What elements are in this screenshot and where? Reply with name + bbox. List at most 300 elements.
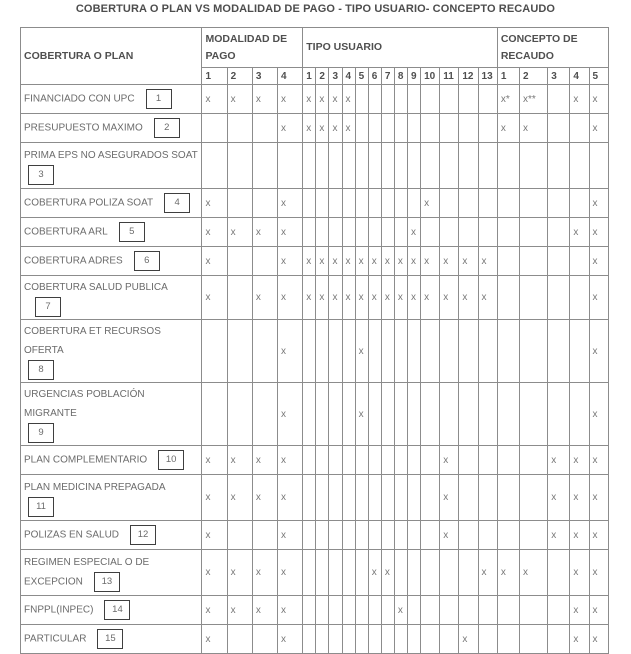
cell-tipo-12 <box>459 446 478 475</box>
column-header-cobertura-o-plan: COBERTURA O PLAN <box>21 28 202 85</box>
cell-tipo-3 <box>329 550 342 596</box>
cell-tipo-2 <box>316 143 329 189</box>
cell-concepto-4: x <box>570 475 589 521</box>
row-number-box: 12 <box>130 525 156 545</box>
cell-tipo-6 <box>368 189 381 218</box>
cell-tipo-9 <box>408 189 421 218</box>
page-title: COBERTURA O PLAN VS MODALIDAD DE PAGO - TIPO USUARIO- CONCEPTO RECAUDO <box>75 3 556 15</box>
cell-tipo-4 <box>342 320 355 383</box>
cell-tipo-5 <box>355 475 368 521</box>
table-row <box>21 446 609 475</box>
cell-concepto-2 <box>520 218 548 247</box>
cell-concepto-1 <box>497 521 519 550</box>
cell-modalidad-1 <box>202 320 227 383</box>
row-label <box>21 276 202 320</box>
row-label <box>21 446 202 475</box>
table-row <box>21 521 609 550</box>
cell-modalidad-2 <box>227 114 252 143</box>
cell-tipo-1 <box>303 446 316 475</box>
cell-concepto-1 <box>497 143 519 189</box>
cell-concepto-2 <box>520 446 548 475</box>
cell-modalidad-4: x <box>278 276 303 320</box>
cell-modalidad-1 <box>202 114 227 143</box>
cell-tipo-6 <box>368 114 381 143</box>
cell-tipo-5 <box>355 85 368 114</box>
cell-tipo-7 <box>381 143 394 189</box>
cell-concepto-1: x <box>497 114 519 143</box>
row-number-box: 6 <box>134 251 160 271</box>
cell-tipo-13 <box>478 218 497 247</box>
cell-modalidad-4: x <box>278 247 303 276</box>
row-label-text: POLIZAS EN SALUD <box>24 529 120 541</box>
cell-concepto-5: x <box>589 276 608 320</box>
cell-concepto-4 <box>570 189 589 218</box>
row-label-text: COBERTURA SALUD PUBLICA <box>24 282 168 293</box>
table-row <box>21 550 609 596</box>
row-label-text: PLAN COMPLEMENTARIO <box>24 454 148 466</box>
cell-modalidad-2: x <box>227 550 252 596</box>
group-header-0: MODALIDAD DE PAGO <box>202 28 303 68</box>
cell-tipo-13: x <box>478 247 497 276</box>
cell-modalidad-1: x <box>202 85 227 114</box>
cell-concepto-2: x** <box>520 85 548 114</box>
cell-modalidad-2: x <box>227 218 252 247</box>
cell-tipo-11 <box>440 143 459 189</box>
cell-tipo-2 <box>316 218 329 247</box>
cell-modalidad-2 <box>227 625 252 654</box>
cell-modalidad-3 <box>252 189 277 218</box>
cell-concepto-3 <box>548 143 570 189</box>
cell-tipo-11 <box>440 596 459 625</box>
cell-concepto-4: x <box>570 596 589 625</box>
cell-tipo-7: x <box>381 276 394 320</box>
cell-tipo-8 <box>394 475 407 521</box>
cell-modalidad-2 <box>227 383 252 446</box>
cell-concepto-4: x <box>570 85 589 114</box>
cell-tipo-3: x <box>329 85 342 114</box>
cell-tipo-8 <box>394 218 407 247</box>
cell-tipo-10 <box>421 550 440 596</box>
cell-tipo-9 <box>408 143 421 189</box>
row-label <box>21 320 202 383</box>
cell-concepto-3: x <box>548 446 570 475</box>
cell-tipo-6: x <box>368 550 381 596</box>
cell-concepto-3 <box>548 114 570 143</box>
cell-tipo-9 <box>408 596 421 625</box>
cell-tipo-4 <box>342 189 355 218</box>
cell-tipo-5 <box>355 596 368 625</box>
row-number-box: 13 <box>94 572 120 592</box>
row-label-text: COBERTURA ADRES <box>24 255 123 267</box>
cell-tipo-8 <box>394 625 407 654</box>
cell-tipo-1 <box>303 596 316 625</box>
cell-modalidad-4: x <box>278 114 303 143</box>
cell-tipo-3 <box>329 143 342 189</box>
coverage-matrix-table <box>20 27 609 654</box>
cell-tipo-9 <box>408 85 421 114</box>
cell-concepto-2 <box>520 320 548 383</box>
cell-tipo-3 <box>329 218 342 247</box>
cell-tipo-11 <box>440 85 459 114</box>
group1-col-13: 13 <box>478 68 497 85</box>
cell-concepto-3 <box>548 625 570 654</box>
cell-tipo-6 <box>368 320 381 383</box>
cell-tipo-10: x <box>421 247 440 276</box>
cell-tipo-11 <box>440 189 459 218</box>
row-label <box>21 85 202 114</box>
cell-tipo-5 <box>355 446 368 475</box>
cell-concepto-5: x <box>589 320 608 383</box>
cell-tipo-8 <box>394 143 407 189</box>
cell-tipo-7 <box>381 596 394 625</box>
cell-tipo-6 <box>368 143 381 189</box>
group2-col-1: 1 <box>497 68 519 85</box>
cell-tipo-5: x <box>355 247 368 276</box>
cell-concepto-4 <box>570 276 589 320</box>
cell-tipo-9 <box>408 550 421 596</box>
cell-tipo-8 <box>394 383 407 446</box>
row-label-text: REGIMEN ESPECIAL O DE EXCEPCION <box>24 557 150 588</box>
cell-modalidad-3: x <box>252 550 277 596</box>
cell-modalidad-4: x <box>278 383 303 446</box>
cell-tipo-10: x <box>421 189 440 218</box>
cell-tipo-12 <box>459 143 478 189</box>
group1-col-12: 12 <box>459 68 478 85</box>
cell-tipo-7 <box>381 320 394 383</box>
cell-tipo-10 <box>421 625 440 654</box>
group1-col-9: 9 <box>408 68 421 85</box>
cell-tipo-10 <box>421 85 440 114</box>
cell-concepto-5: x <box>589 521 608 550</box>
row-number-box: 11 <box>28 497 54 517</box>
cell-modalidad-1: x <box>202 189 227 218</box>
cell-modalidad-4 <box>278 143 303 189</box>
group1-col-7: 7 <box>381 68 394 85</box>
row-number-box: 9 <box>28 423 54 443</box>
cell-modalidad-1 <box>202 143 227 189</box>
cell-tipo-2 <box>316 521 329 550</box>
cell-concepto-3 <box>548 218 570 247</box>
cell-tipo-8: x <box>394 596 407 625</box>
cell-tipo-5: x <box>355 320 368 383</box>
cell-tipo-9 <box>408 521 421 550</box>
cell-tipo-6 <box>368 446 381 475</box>
cell-tipo-4 <box>342 596 355 625</box>
group1-col-4: 4 <box>342 68 355 85</box>
cell-concepto-5 <box>589 143 608 189</box>
table-row <box>21 625 609 654</box>
cell-modalidad-1: x <box>202 446 227 475</box>
cell-concepto-5: x <box>589 475 608 521</box>
cell-tipo-4: x <box>342 114 355 143</box>
cell-tipo-8: x <box>394 276 407 320</box>
cell-tipo-5 <box>355 550 368 596</box>
cell-concepto-4 <box>570 383 589 446</box>
cell-concepto-3 <box>548 383 570 446</box>
cell-tipo-13 <box>478 85 497 114</box>
cell-tipo-3: x <box>329 114 342 143</box>
cell-concepto-2 <box>520 475 548 521</box>
cell-concepto-1 <box>497 218 519 247</box>
cell-concepto-1: x <box>497 550 519 596</box>
row-label <box>21 143 202 189</box>
cell-tipo-11: x <box>440 276 459 320</box>
group1-col-2: 2 <box>316 68 329 85</box>
header-group-row <box>21 28 609 68</box>
cell-tipo-11: x <box>440 446 459 475</box>
row-label <box>21 189 202 218</box>
row-label-text: COBERTURA POLIZA SOAT <box>24 197 154 209</box>
cell-concepto-5: x <box>589 625 608 654</box>
cell-tipo-3 <box>329 320 342 383</box>
cell-concepto-1 <box>497 276 519 320</box>
cell-tipo-1 <box>303 218 316 247</box>
cell-modalidad-3: x <box>252 596 277 625</box>
group1-col-1: 1 <box>303 68 316 85</box>
group1-col-5: 5 <box>355 68 368 85</box>
cell-concepto-4: x <box>570 625 589 654</box>
cell-tipo-1 <box>303 625 316 654</box>
cell-tipo-2 <box>316 550 329 596</box>
cell-tipo-2 <box>316 596 329 625</box>
cell-tipo-1: x <box>303 85 316 114</box>
cell-tipo-11 <box>440 383 459 446</box>
cell-concepto-5: x <box>589 189 608 218</box>
cell-tipo-5 <box>355 189 368 218</box>
cell-tipo-10 <box>421 143 440 189</box>
row-number-box: 7 <box>35 297 61 317</box>
group-header-1: TIPO USUARIO <box>303 28 498 68</box>
cell-tipo-3 <box>329 383 342 446</box>
row-label-text: FINANCIADO CON UPC <box>24 93 135 105</box>
cell-concepto-4 <box>570 320 589 383</box>
cell-tipo-11 <box>440 320 459 383</box>
cell-concepto-5: x <box>589 218 608 247</box>
cell-tipo-10 <box>421 596 440 625</box>
cell-concepto-1 <box>497 446 519 475</box>
row-label <box>21 596 202 625</box>
cell-concepto-1 <box>497 596 519 625</box>
cell-concepto-5: x <box>589 596 608 625</box>
row-number-box: 15 <box>97 629 123 649</box>
table-row <box>21 247 609 276</box>
cell-concepto-5: x <box>589 114 608 143</box>
cell-modalidad-2 <box>227 143 252 189</box>
cell-tipo-7 <box>381 114 394 143</box>
cell-tipo-2 <box>316 189 329 218</box>
table-row <box>21 189 609 218</box>
cell-tipo-12 <box>459 596 478 625</box>
cell-concepto-3 <box>548 596 570 625</box>
cell-tipo-10 <box>421 218 440 247</box>
cell-tipo-1 <box>303 475 316 521</box>
cell-concepto-4 <box>570 114 589 143</box>
cell-tipo-2 <box>316 625 329 654</box>
cell-tipo-5 <box>355 218 368 247</box>
cell-concepto-2: x <box>520 114 548 143</box>
cell-tipo-10 <box>421 475 440 521</box>
cell-concepto-3 <box>548 247 570 276</box>
row-number-box: 8 <box>28 360 54 380</box>
cell-tipo-8 <box>394 85 407 114</box>
cell-concepto-2 <box>520 189 548 218</box>
cell-tipo-3 <box>329 596 342 625</box>
cell-concepto-1 <box>497 383 519 446</box>
cell-tipo-8 <box>394 114 407 143</box>
cell-concepto-2 <box>520 625 548 654</box>
cell-tipo-5 <box>355 143 368 189</box>
table-row <box>21 218 609 247</box>
cell-tipo-9 <box>408 475 421 521</box>
group2-col-3: 3 <box>548 68 570 85</box>
table-row <box>21 276 609 320</box>
cell-tipo-9: x <box>408 276 421 320</box>
row-label <box>21 550 202 596</box>
cell-tipo-7 <box>381 446 394 475</box>
cell-tipo-12: x <box>459 247 478 276</box>
cell-concepto-4 <box>570 247 589 276</box>
cell-tipo-3 <box>329 625 342 654</box>
cell-tipo-13 <box>478 383 497 446</box>
cell-tipo-13 <box>478 189 497 218</box>
cell-tipo-8 <box>394 189 407 218</box>
cell-tipo-12 <box>459 218 478 247</box>
cell-tipo-3 <box>329 475 342 521</box>
cell-modalidad-3: x <box>252 475 277 521</box>
cell-tipo-10 <box>421 521 440 550</box>
cell-tipo-8 <box>394 521 407 550</box>
cell-tipo-11: x <box>440 521 459 550</box>
cell-modalidad-4: x <box>278 85 303 114</box>
cell-tipo-7 <box>381 521 394 550</box>
cell-tipo-6: x <box>368 247 381 276</box>
table-row <box>21 320 609 383</box>
cell-modalidad-4: x <box>278 446 303 475</box>
cell-tipo-7: x <box>381 550 394 596</box>
cell-modalidad-1: x <box>202 475 227 521</box>
row-label <box>21 247 202 276</box>
cell-tipo-10 <box>421 446 440 475</box>
table-row <box>21 143 609 189</box>
cell-modalidad-2 <box>227 247 252 276</box>
cell-tipo-13 <box>478 114 497 143</box>
cell-modalidad-3 <box>252 320 277 383</box>
cell-tipo-4 <box>342 143 355 189</box>
row-label <box>21 218 202 247</box>
cell-tipo-12 <box>459 114 478 143</box>
cell-tipo-11 <box>440 625 459 654</box>
group1-col-6: 6 <box>368 68 381 85</box>
cell-concepto-5: x <box>589 85 608 114</box>
group2-col-2: 2 <box>520 68 548 85</box>
cell-tipo-13 <box>478 446 497 475</box>
cell-modalidad-4: x <box>278 625 303 654</box>
cell-tipo-13: x <box>478 550 497 596</box>
cell-tipo-11 <box>440 550 459 596</box>
cell-tipo-2: x <box>316 276 329 320</box>
cell-tipo-13 <box>478 475 497 521</box>
cell-modalidad-3 <box>252 247 277 276</box>
cell-tipo-4 <box>342 475 355 521</box>
cell-tipo-4 <box>342 446 355 475</box>
cell-tipo-1: x <box>303 114 316 143</box>
cell-concepto-3: x <box>548 475 570 521</box>
row-label-text: PRESUPUESTO MAXIMO <box>24 122 143 134</box>
cell-modalidad-1: x <box>202 521 227 550</box>
cell-modalidad-3: x <box>252 446 277 475</box>
cell-tipo-7 <box>381 85 394 114</box>
cell-modalidad-2 <box>227 276 252 320</box>
cell-tipo-6 <box>368 596 381 625</box>
row-number-box: 14 <box>104 600 130 620</box>
cell-tipo-11: x <box>440 247 459 276</box>
cell-modalidad-4: x <box>278 475 303 521</box>
cell-tipo-9 <box>408 625 421 654</box>
cell-modalidad-4: x <box>278 521 303 550</box>
cell-tipo-3 <box>329 446 342 475</box>
cell-concepto-5: x <box>589 247 608 276</box>
cell-tipo-6 <box>368 85 381 114</box>
cell-concepto-2 <box>520 247 548 276</box>
cell-tipo-9: x <box>408 247 421 276</box>
cell-concepto-5: x <box>589 446 608 475</box>
cell-tipo-1 <box>303 521 316 550</box>
cell-tipo-2: x <box>316 114 329 143</box>
cell-tipo-2 <box>316 446 329 475</box>
cell-modalidad-2: x <box>227 85 252 114</box>
cell-tipo-9 <box>408 446 421 475</box>
cell-tipo-7 <box>381 625 394 654</box>
cell-concepto-1 <box>497 189 519 218</box>
cell-modalidad-3 <box>252 143 277 189</box>
cell-modalidad-1: x <box>202 247 227 276</box>
cell-tipo-6 <box>368 475 381 521</box>
cell-tipo-1: x <box>303 276 316 320</box>
row-label-text: URGENCIAS POBLACIÓN MIGRANTE <box>24 389 145 419</box>
row-label <box>21 625 202 654</box>
table-row <box>21 596 609 625</box>
cell-tipo-2: x <box>316 247 329 276</box>
cell-tipo-4: x <box>342 276 355 320</box>
cell-tipo-2 <box>316 383 329 446</box>
cell-tipo-12 <box>459 320 478 383</box>
cell-tipo-13 <box>478 596 497 625</box>
cell-concepto-4: x <box>570 521 589 550</box>
table-body <box>21 85 609 654</box>
group1-col-10: 10 <box>421 68 440 85</box>
row-label-text: FNPPL(INPEC) <box>24 604 94 616</box>
cell-concepto-1 <box>497 625 519 654</box>
group0-col-3: 3 <box>252 68 277 85</box>
cell-tipo-4 <box>342 218 355 247</box>
cell-tipo-6 <box>368 521 381 550</box>
row-label-text: COBERTURA ARL <box>24 226 108 238</box>
cell-tipo-12 <box>459 475 478 521</box>
group-header-2: CONCEPTO DE RECAUDO <box>497 28 608 68</box>
cell-tipo-10 <box>421 114 440 143</box>
group1-col-3: 3 <box>329 68 342 85</box>
group0-col-4: 4 <box>278 68 303 85</box>
row-number-box: 3 <box>28 165 54 185</box>
row-label <box>21 114 202 143</box>
cell-tipo-7 <box>381 383 394 446</box>
cell-tipo-1 <box>303 383 316 446</box>
cell-tipo-13 <box>478 143 497 189</box>
cell-tipo-1 <box>303 550 316 596</box>
cell-concepto-5: x <box>589 550 608 596</box>
cell-tipo-12 <box>459 550 478 596</box>
row-label-text: PARTICULAR <box>24 633 87 645</box>
